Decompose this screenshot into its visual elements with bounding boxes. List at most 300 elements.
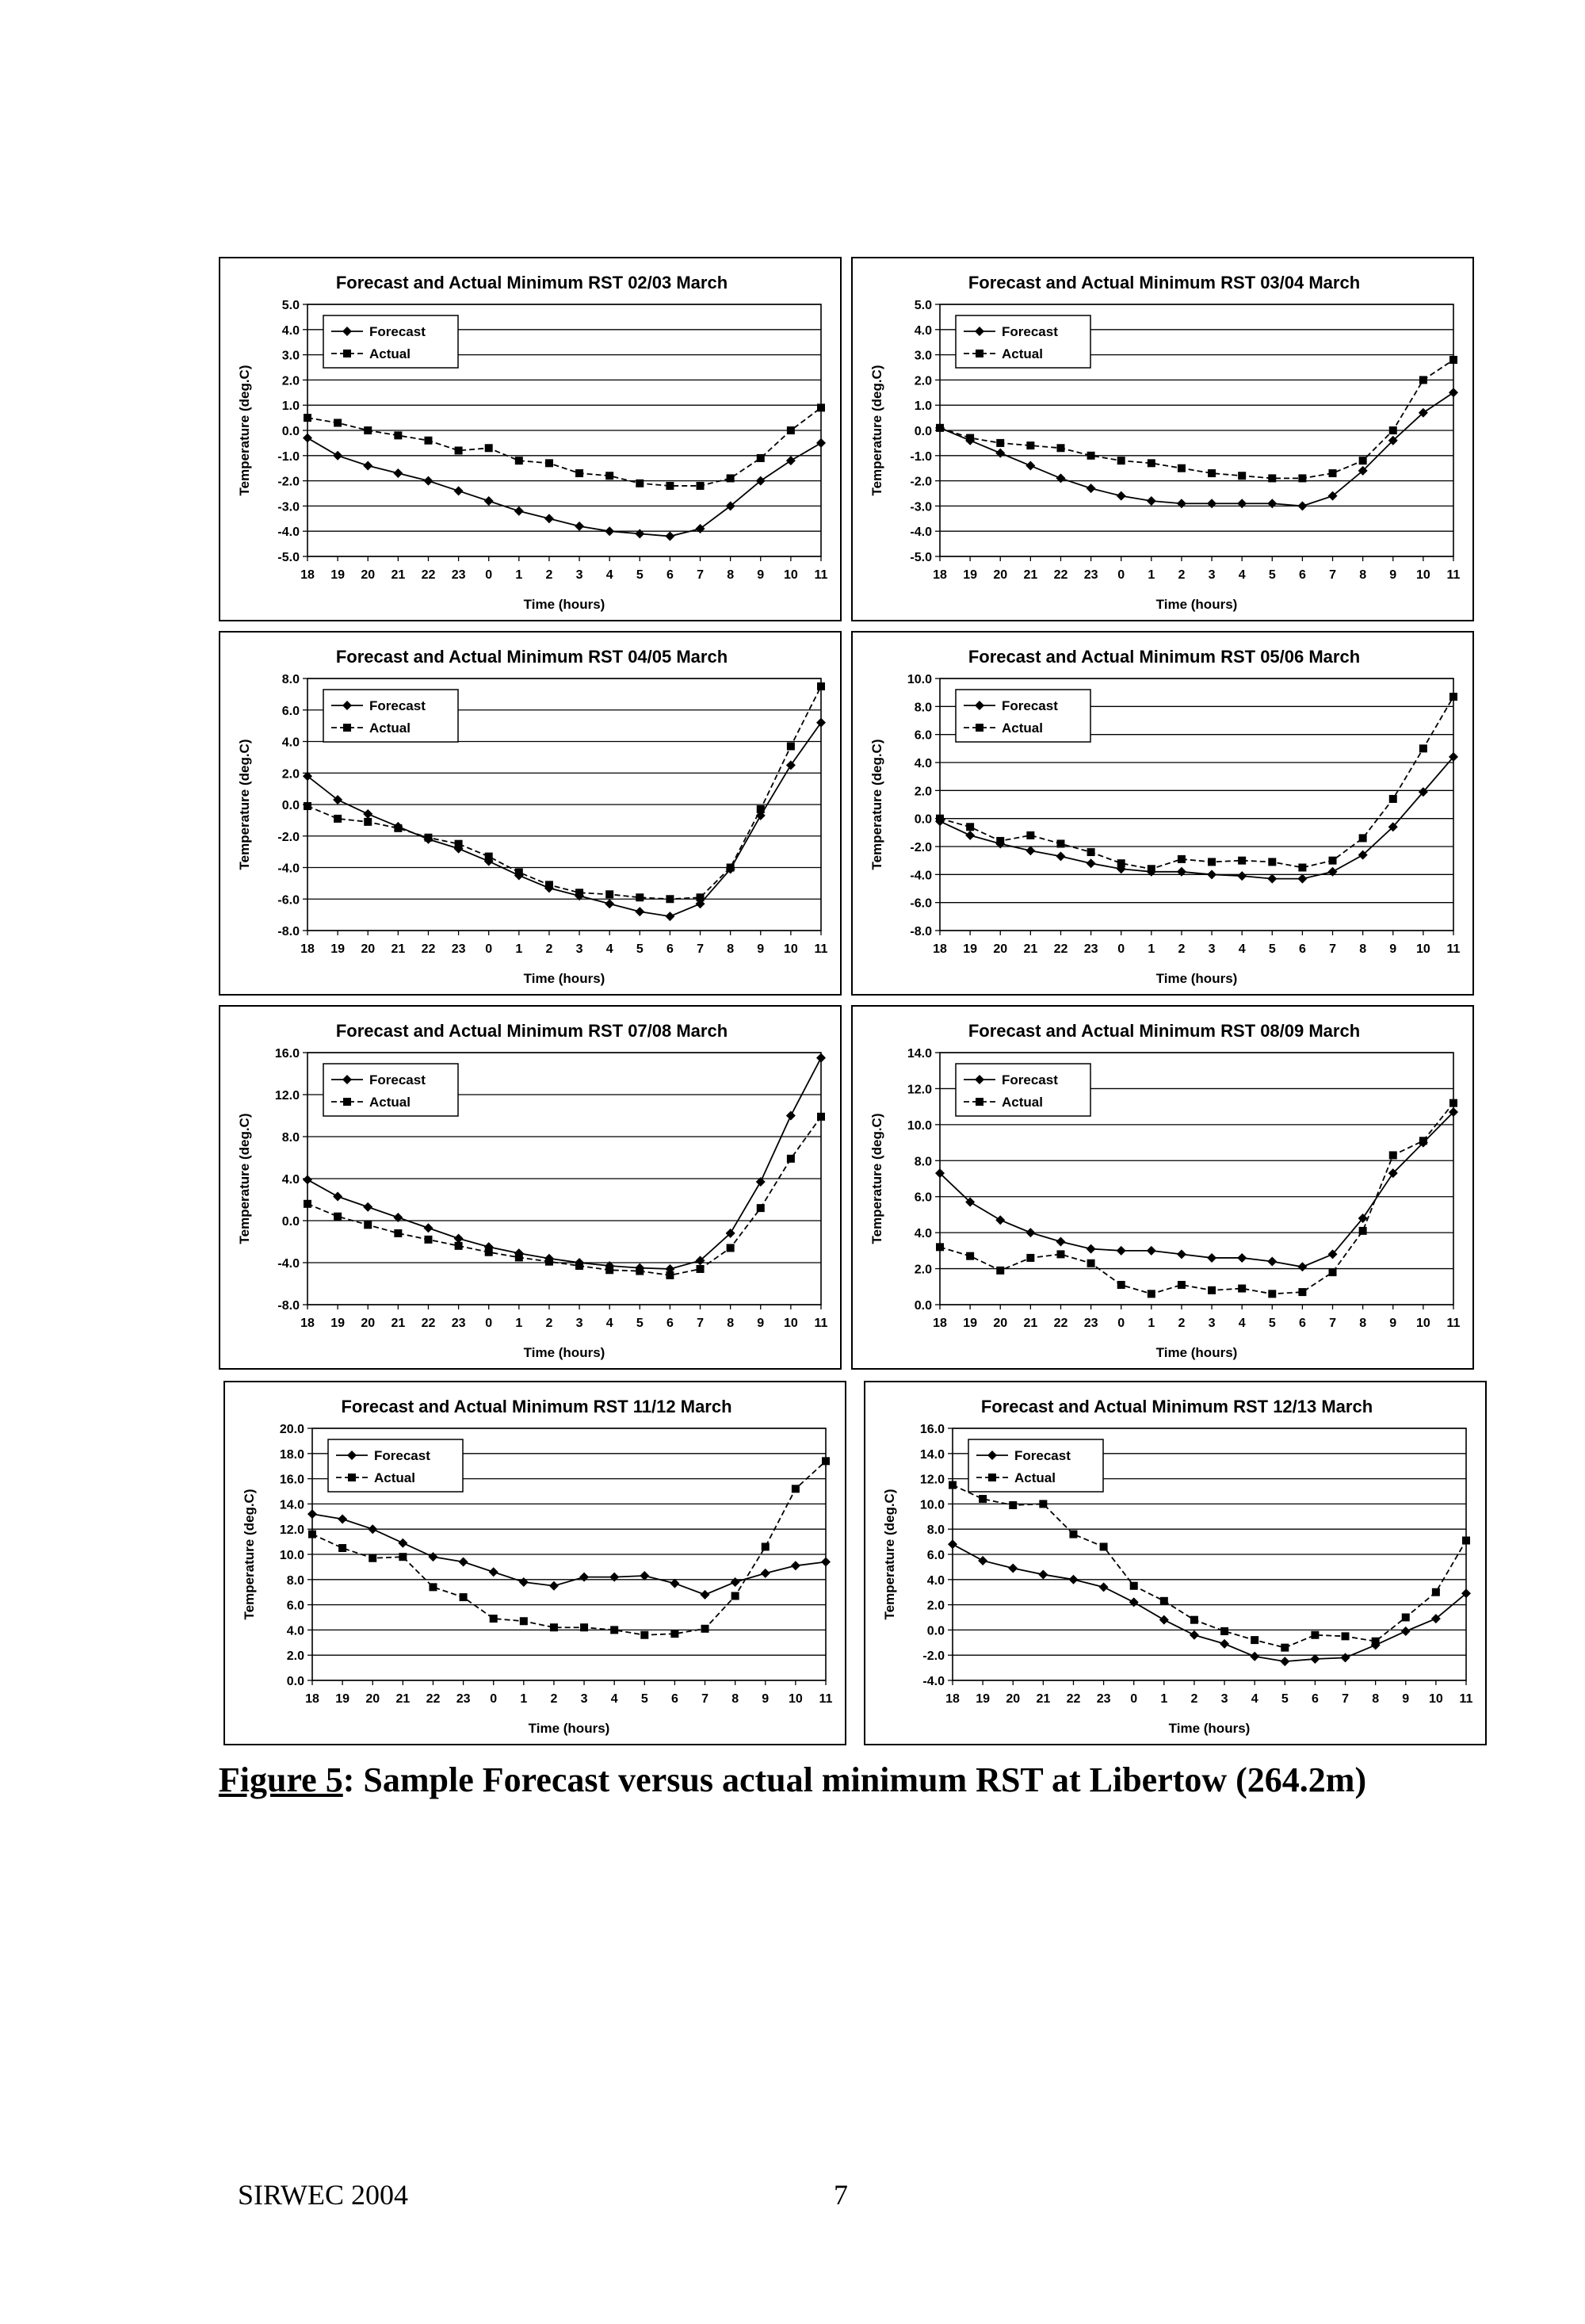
actual-point bbox=[485, 444, 493, 452]
x-tick-label: 5 bbox=[1268, 942, 1276, 956]
actual-point bbox=[338, 1544, 346, 1552]
legend-label-forecast: Forecast bbox=[374, 1448, 430, 1463]
legend-marker-actual bbox=[343, 1098, 351, 1106]
x-tick-label: 11 bbox=[819, 1692, 833, 1706]
forecast-point bbox=[1237, 871, 1247, 881]
x-tick-label: 7 bbox=[1342, 1692, 1349, 1706]
y-tick-label: 4.0 bbox=[286, 1624, 304, 1638]
x-axis-label: Time (hours) bbox=[523, 1345, 605, 1360]
actual-point bbox=[460, 1593, 468, 1601]
legend-label-actual: Actual bbox=[1014, 1470, 1056, 1485]
x-tick-label: 4 bbox=[605, 1317, 613, 1330]
actual-point bbox=[701, 1625, 709, 1633]
y-tick-label: -4.0 bbox=[277, 862, 300, 876]
forecast-point bbox=[1267, 874, 1277, 884]
forecast-point bbox=[1159, 1615, 1169, 1625]
y-tick-label: 4.0 bbox=[926, 1573, 945, 1588]
x-tick-label: 23 bbox=[1083, 1317, 1098, 1330]
actual-point bbox=[787, 426, 795, 434]
forecast-point bbox=[1297, 1262, 1307, 1271]
figure-caption-text: : Sample Forecast versus actual minimum RST at Libertow (264.2m) bbox=[342, 1760, 1367, 1799]
x-tick-label: 23 bbox=[1083, 568, 1098, 582]
actual-point bbox=[605, 890, 613, 898]
x-tick-label: 9 bbox=[757, 942, 765, 956]
chart-title: Forecast and Actual Minimum RST 12/13 March bbox=[980, 1397, 1373, 1416]
legend-label-actual: Actual bbox=[1002, 346, 1043, 361]
x-tick-label: 21 bbox=[391, 568, 406, 582]
forecast-point bbox=[1237, 1253, 1247, 1263]
x-tick-label: 11 bbox=[1446, 1317, 1461, 1330]
y-tick-label: 2.0 bbox=[914, 374, 932, 388]
forecast-point bbox=[1220, 1639, 1229, 1649]
actual-point bbox=[1220, 1627, 1228, 1635]
forecast-point bbox=[549, 1581, 559, 1591]
footer-conference: SIRWEC 2004 bbox=[238, 2179, 409, 2211]
x-tick-label: 7 bbox=[697, 1317, 704, 1330]
forecast-point bbox=[544, 514, 554, 523]
x-tick-label: 20 bbox=[365, 1692, 380, 1706]
actual-point bbox=[1449, 693, 1457, 701]
actual-point bbox=[490, 1615, 498, 1623]
chart-title: Forecast and Actual Minimum RST 08/09 March bbox=[968, 1021, 1361, 1041]
series-line-forecast bbox=[940, 392, 1453, 506]
forecast-point bbox=[519, 1577, 529, 1587]
legend-label-actual: Actual bbox=[374, 1470, 415, 1485]
forecast-point bbox=[1038, 1569, 1048, 1579]
y-tick-label: 6.0 bbox=[926, 1549, 945, 1562]
actual-point bbox=[636, 480, 644, 487]
x-tick-label: 21 bbox=[391, 942, 406, 956]
y-tick-label: -6.0 bbox=[277, 893, 300, 908]
actual-point bbox=[966, 434, 974, 442]
legend-marker-actual bbox=[348, 1474, 356, 1481]
forecast-point bbox=[393, 468, 403, 478]
forecast-point bbox=[1087, 1244, 1096, 1254]
x-tick-label: 9 bbox=[1389, 568, 1397, 582]
actual-point bbox=[1298, 864, 1306, 872]
actual-point bbox=[1268, 1290, 1276, 1298]
y-tick-label: -1.0 bbox=[277, 449, 300, 464]
actual-point bbox=[399, 1553, 407, 1561]
actual-point bbox=[1056, 1250, 1064, 1258]
actual-point bbox=[545, 459, 553, 467]
y-axis-label: Temperature (deg.C) bbox=[869, 1113, 884, 1244]
forecast-point bbox=[368, 1524, 377, 1534]
forecast-point bbox=[635, 907, 644, 916]
y-tick-label: -4.0 bbox=[277, 1257, 300, 1271]
x-tick-label: 20 bbox=[993, 568, 1008, 582]
y-tick-label: 6.0 bbox=[914, 1191, 932, 1205]
y-tick-label: 2.0 bbox=[914, 785, 932, 799]
forecast-point bbox=[459, 1558, 468, 1567]
y-tick-label: 8.0 bbox=[926, 1523, 945, 1538]
forecast-point bbox=[303, 434, 312, 443]
actual-point bbox=[1190, 1616, 1198, 1624]
chart-title: Forecast and Actual Minimum RST 03/04 March bbox=[968, 273, 1361, 292]
actual-point bbox=[1449, 1099, 1457, 1107]
x-tick-label: 23 bbox=[1083, 942, 1098, 956]
forecast-point bbox=[786, 456, 796, 465]
y-tick-label: 16.0 bbox=[279, 1473, 304, 1487]
y-tick-label: 2.0 bbox=[281, 767, 300, 782]
forecast-point bbox=[489, 1567, 498, 1577]
legend-label-actual: Actual bbox=[1002, 1095, 1043, 1110]
actual-point bbox=[697, 482, 705, 490]
y-tick-label: 0.0 bbox=[286, 1675, 304, 1688]
x-tick-label: 23 bbox=[451, 568, 466, 582]
y-tick-label: -5.0 bbox=[277, 551, 300, 564]
x-tick-label: 5 bbox=[640, 1692, 648, 1706]
actual-point bbox=[1026, 441, 1034, 449]
forecast-point bbox=[333, 1192, 342, 1202]
actual-point bbox=[757, 1204, 765, 1212]
x-tick-label: 4 bbox=[610, 1692, 618, 1706]
y-tick-label: 16.0 bbox=[274, 1047, 300, 1061]
actual-point bbox=[1419, 376, 1427, 384]
forecast-point bbox=[1056, 473, 1065, 483]
forecast-point bbox=[609, 1573, 619, 1582]
actual-point bbox=[640, 1631, 648, 1639]
forecast-point bbox=[428, 1552, 437, 1561]
y-tick-label: -8.0 bbox=[277, 925, 300, 938]
x-tick-label: 0 bbox=[1117, 1317, 1125, 1330]
figure-caption bbox=[0, 1760, 1585, 1800]
actual-point bbox=[364, 818, 372, 826]
actual-point bbox=[334, 815, 342, 823]
forecast-point bbox=[454, 1234, 464, 1244]
series-line-forecast bbox=[940, 1112, 1453, 1267]
forecast-point bbox=[1056, 851, 1065, 861]
actual-point bbox=[580, 1623, 588, 1631]
x-tick-label: 19 bbox=[330, 568, 346, 582]
chart-title: Forecast and Actual Minimum RST 02/03 March bbox=[335, 273, 728, 292]
actual-point bbox=[1100, 1542, 1108, 1550]
forecast-point bbox=[1177, 867, 1186, 877]
actual-point bbox=[1117, 457, 1125, 464]
actual-point bbox=[1087, 1259, 1095, 1267]
y-axis-label: Temperature (deg.C) bbox=[869, 739, 884, 870]
x-tick-label: 10 bbox=[783, 568, 798, 582]
x-tick-label: 8 bbox=[1359, 568, 1367, 582]
x-tick-label: 10 bbox=[783, 942, 798, 956]
legend-label-actual: Actual bbox=[369, 1095, 411, 1110]
x-tick-label: 6 bbox=[666, 568, 674, 582]
actual-point bbox=[1178, 1281, 1186, 1289]
actual-point bbox=[1056, 839, 1064, 847]
y-tick-label: 3.0 bbox=[914, 349, 932, 363]
x-tick-label: 4 bbox=[1238, 568, 1246, 582]
y-tick-label: 8.0 bbox=[914, 1155, 932, 1169]
actual-point bbox=[817, 682, 825, 690]
forecast-point bbox=[1297, 501, 1307, 510]
x-tick-label: 3 bbox=[575, 568, 583, 582]
actual-point bbox=[545, 1258, 553, 1266]
chart-panel-0203 bbox=[219, 257, 842, 621]
actual-point bbox=[1449, 356, 1457, 364]
actual-point bbox=[1160, 1597, 1168, 1605]
x-tick-label: 9 bbox=[1402, 1692, 1410, 1706]
actual-point bbox=[1342, 1632, 1350, 1640]
forecast-point bbox=[1147, 496, 1156, 506]
actual-point bbox=[936, 1243, 944, 1251]
y-tick-label: 8.0 bbox=[281, 673, 300, 686]
x-axis-label: Time (hours) bbox=[1155, 597, 1238, 612]
y-tick-label: -8.0 bbox=[910, 925, 932, 938]
y-tick-label: 5.0 bbox=[914, 299, 932, 312]
actual-point bbox=[1268, 858, 1276, 866]
actual-point bbox=[1026, 1254, 1034, 1262]
actual-point bbox=[1268, 474, 1276, 482]
actual-point bbox=[1329, 1268, 1337, 1276]
actual-point bbox=[996, 1267, 1004, 1275]
forecast-point bbox=[363, 809, 372, 819]
x-tick-label: 21 bbox=[1023, 1317, 1038, 1330]
forecast-point bbox=[1190, 1630, 1199, 1640]
actual-point bbox=[1208, 858, 1216, 866]
series-line-actual bbox=[307, 1117, 821, 1275]
x-tick-label: 9 bbox=[762, 1692, 770, 1706]
chart-2 bbox=[220, 633, 843, 997]
y-tick-label: 6.0 bbox=[286, 1599, 304, 1613]
x-tick-label: 20 bbox=[1006, 1692, 1021, 1706]
x-tick-label: 6 bbox=[1298, 942, 1306, 956]
actual-point bbox=[966, 823, 974, 831]
actual-point bbox=[394, 1229, 402, 1237]
x-tick-label: 19 bbox=[330, 942, 346, 956]
actual-point bbox=[1432, 1588, 1440, 1596]
actual-point bbox=[424, 1236, 432, 1244]
x-tick-label: 19 bbox=[963, 1317, 978, 1330]
x-tick-label: 2 bbox=[545, 942, 553, 956]
y-tick-label: 12.0 bbox=[279, 1523, 304, 1538]
x-tick-label: 20 bbox=[993, 942, 1008, 956]
forecast-point bbox=[1177, 499, 1186, 508]
actual-point bbox=[1389, 795, 1397, 803]
forecast-point bbox=[995, 449, 1005, 458]
forecast-point bbox=[786, 760, 796, 770]
actual-point bbox=[308, 1531, 316, 1539]
forecast-point bbox=[338, 1514, 347, 1523]
y-tick-label: -4.0 bbox=[910, 526, 932, 540]
legend-label-forecast: Forecast bbox=[369, 1072, 426, 1087]
y-tick-label: 4.0 bbox=[914, 323, 932, 338]
y-tick-label: 4.0 bbox=[281, 1173, 300, 1187]
actual-point bbox=[364, 426, 372, 434]
actual-point bbox=[996, 837, 1004, 845]
x-tick-label: 5 bbox=[1281, 1692, 1289, 1706]
x-tick-label: 22 bbox=[1053, 1317, 1068, 1330]
actual-point bbox=[731, 1592, 739, 1600]
actual-point bbox=[1178, 464, 1186, 472]
actual-point bbox=[1419, 744, 1427, 752]
actual-point bbox=[996, 439, 1004, 447]
y-tick-label: -6.0 bbox=[910, 896, 932, 911]
x-tick-label: 0 bbox=[485, 942, 493, 956]
y-tick-label: -4.0 bbox=[922, 1675, 945, 1688]
y-tick-label: 18.0 bbox=[279, 1447, 304, 1462]
x-tick-label: 22 bbox=[1053, 568, 1068, 582]
actual-point bbox=[304, 1200, 311, 1208]
actual-point bbox=[1402, 1614, 1410, 1622]
x-tick-label: 11 bbox=[814, 1317, 828, 1330]
legend-label-forecast: Forecast bbox=[369, 698, 426, 713]
actual-point bbox=[1117, 859, 1125, 867]
forecast-point bbox=[1297, 874, 1307, 884]
actual-point bbox=[757, 805, 765, 813]
chart-3 bbox=[853, 633, 1476, 997]
actual-point bbox=[424, 437, 432, 445]
series-line-actual bbox=[307, 407, 821, 486]
y-tick-label: 12.0 bbox=[919, 1473, 945, 1487]
actual-point bbox=[1208, 469, 1216, 477]
y-tick-label: 0.0 bbox=[281, 425, 300, 438]
x-tick-label: 1 bbox=[515, 1317, 523, 1330]
y-tick-label: 2.0 bbox=[281, 374, 300, 388]
chart-7 bbox=[865, 1382, 1488, 1747]
actual-point bbox=[762, 1542, 770, 1550]
x-tick-label: 6 bbox=[1298, 568, 1306, 582]
actual-point bbox=[727, 1244, 735, 1252]
actual-point bbox=[369, 1554, 376, 1562]
x-tick-label: 0 bbox=[1130, 1692, 1138, 1706]
x-tick-label: 5 bbox=[1268, 1317, 1276, 1330]
x-tick-label: 20 bbox=[993, 1317, 1008, 1330]
actual-point bbox=[520, 1617, 528, 1625]
forecast-point bbox=[1207, 1253, 1216, 1263]
y-tick-label: -3.0 bbox=[277, 500, 300, 514]
legend-label-forecast: Forecast bbox=[1002, 1072, 1058, 1087]
actual-point bbox=[966, 1252, 974, 1260]
forecast-point bbox=[635, 529, 644, 538]
forecast-point bbox=[454, 486, 464, 495]
actual-point bbox=[787, 1155, 795, 1163]
y-tick-label: 14.0 bbox=[919, 1447, 945, 1462]
forecast-point bbox=[816, 438, 826, 448]
actual-point bbox=[575, 889, 583, 896]
y-tick-label: 3.0 bbox=[281, 349, 300, 363]
x-tick-label: 7 bbox=[1329, 1317, 1336, 1330]
x-tick-label: 11 bbox=[1446, 568, 1461, 582]
chart-title: Forecast and Actual Minimum RST 07/08 March bbox=[335, 1021, 728, 1041]
actual-point bbox=[1419, 1137, 1427, 1145]
actual-point bbox=[1359, 834, 1367, 842]
legend-label-actual: Actual bbox=[369, 721, 411, 736]
y-tick-label: 1.0 bbox=[914, 399, 932, 414]
x-tick-label: 6 bbox=[666, 942, 674, 956]
chart-title: Forecast and Actual Minimum RST 04/05 March bbox=[335, 647, 728, 667]
forecast-point bbox=[1207, 870, 1216, 879]
x-tick-label: 22 bbox=[426, 1692, 441, 1706]
x-tick-label: 21 bbox=[1023, 568, 1038, 582]
legend-marker-actual bbox=[976, 724, 983, 732]
x-tick-label: 10 bbox=[783, 1317, 798, 1330]
forecast-point bbox=[821, 1558, 831, 1567]
y-tick-label: 2.0 bbox=[926, 1599, 945, 1613]
chart-panel-1112 bbox=[223, 1381, 846, 1745]
x-tick-label: 19 bbox=[330, 1317, 346, 1330]
y-tick-label: 8.0 bbox=[914, 701, 932, 715]
actual-point bbox=[455, 1242, 463, 1250]
x-tick-label: 4 bbox=[1238, 1317, 1246, 1330]
actual-point bbox=[1056, 444, 1064, 452]
x-tick-label: 3 bbox=[1208, 568, 1216, 582]
actual-point bbox=[1238, 472, 1246, 480]
actual-point bbox=[610, 1626, 618, 1634]
forecast-point bbox=[363, 461, 372, 471]
y-tick-label: 10.0 bbox=[907, 1118, 932, 1133]
forecast-point bbox=[605, 526, 614, 536]
actual-point bbox=[485, 853, 493, 861]
chart-panel-0405 bbox=[219, 631, 842, 996]
actual-point bbox=[757, 454, 765, 462]
x-tick-label: 0 bbox=[1117, 568, 1125, 582]
actual-point bbox=[1009, 1501, 1017, 1509]
actual-point bbox=[817, 403, 825, 411]
x-tick-label: 8 bbox=[1359, 1317, 1367, 1330]
y-tick-label: -1.0 bbox=[910, 449, 932, 464]
y-axis-label: Temperature (deg.C) bbox=[237, 365, 252, 496]
actual-point bbox=[1208, 1286, 1216, 1294]
actual-point bbox=[1026, 831, 1034, 839]
actual-point bbox=[394, 824, 402, 832]
x-tick-label: 11 bbox=[814, 942, 828, 956]
y-tick-label: -8.0 bbox=[277, 1299, 300, 1313]
x-tick-label: 18 bbox=[945, 1692, 960, 1706]
series-line-forecast bbox=[953, 1544, 1466, 1661]
x-tick-label: 20 bbox=[361, 942, 376, 956]
y-tick-label: 2.0 bbox=[286, 1649, 304, 1664]
x-tick-label: 1 bbox=[1148, 568, 1155, 582]
chart-panel-1213 bbox=[864, 1381, 1487, 1745]
forecast-point bbox=[423, 1223, 433, 1233]
x-tick-label: 23 bbox=[456, 1692, 471, 1706]
forecast-point bbox=[1087, 858, 1096, 868]
x-tick-label: 19 bbox=[976, 1692, 991, 1706]
y-tick-label: 20.0 bbox=[279, 1423, 304, 1436]
x-tick-label: 5 bbox=[636, 1317, 644, 1330]
forecast-point bbox=[1129, 1597, 1139, 1607]
y-tick-label: 0.0 bbox=[914, 425, 932, 438]
actual-point bbox=[1087, 452, 1095, 460]
forecast-point bbox=[761, 1569, 770, 1578]
x-tick-label: 9 bbox=[1389, 1317, 1397, 1330]
x-tick-label: 23 bbox=[451, 942, 466, 956]
x-tick-label: 11 bbox=[814, 568, 828, 582]
actual-point bbox=[666, 895, 674, 903]
x-tick-label: 8 bbox=[727, 568, 735, 582]
x-tick-label: 22 bbox=[1053, 942, 1068, 956]
forecast-point bbox=[1341, 1653, 1350, 1662]
actual-point bbox=[1148, 1290, 1155, 1298]
actual-point bbox=[666, 482, 674, 490]
forecast-point bbox=[398, 1539, 407, 1548]
forecast-point bbox=[731, 1577, 740, 1587]
legend-marker-actual bbox=[988, 1474, 996, 1481]
x-tick-label: 8 bbox=[1359, 942, 1367, 956]
forecast-point bbox=[816, 718, 826, 728]
legend-label-forecast: Forecast bbox=[1002, 698, 1058, 713]
forecast-point bbox=[665, 912, 674, 921]
x-tick-label: 5 bbox=[636, 942, 644, 956]
y-tick-label: 6.0 bbox=[281, 704, 300, 718]
legend-marker-actual bbox=[343, 350, 351, 357]
actual-point bbox=[455, 446, 463, 454]
forecast-point bbox=[948, 1539, 957, 1549]
y-tick-label: 6.0 bbox=[914, 728, 932, 743]
x-tick-label: 18 bbox=[305, 1692, 319, 1706]
actual-point bbox=[949, 1481, 957, 1489]
x-axis-label: Time (hours) bbox=[523, 971, 605, 986]
